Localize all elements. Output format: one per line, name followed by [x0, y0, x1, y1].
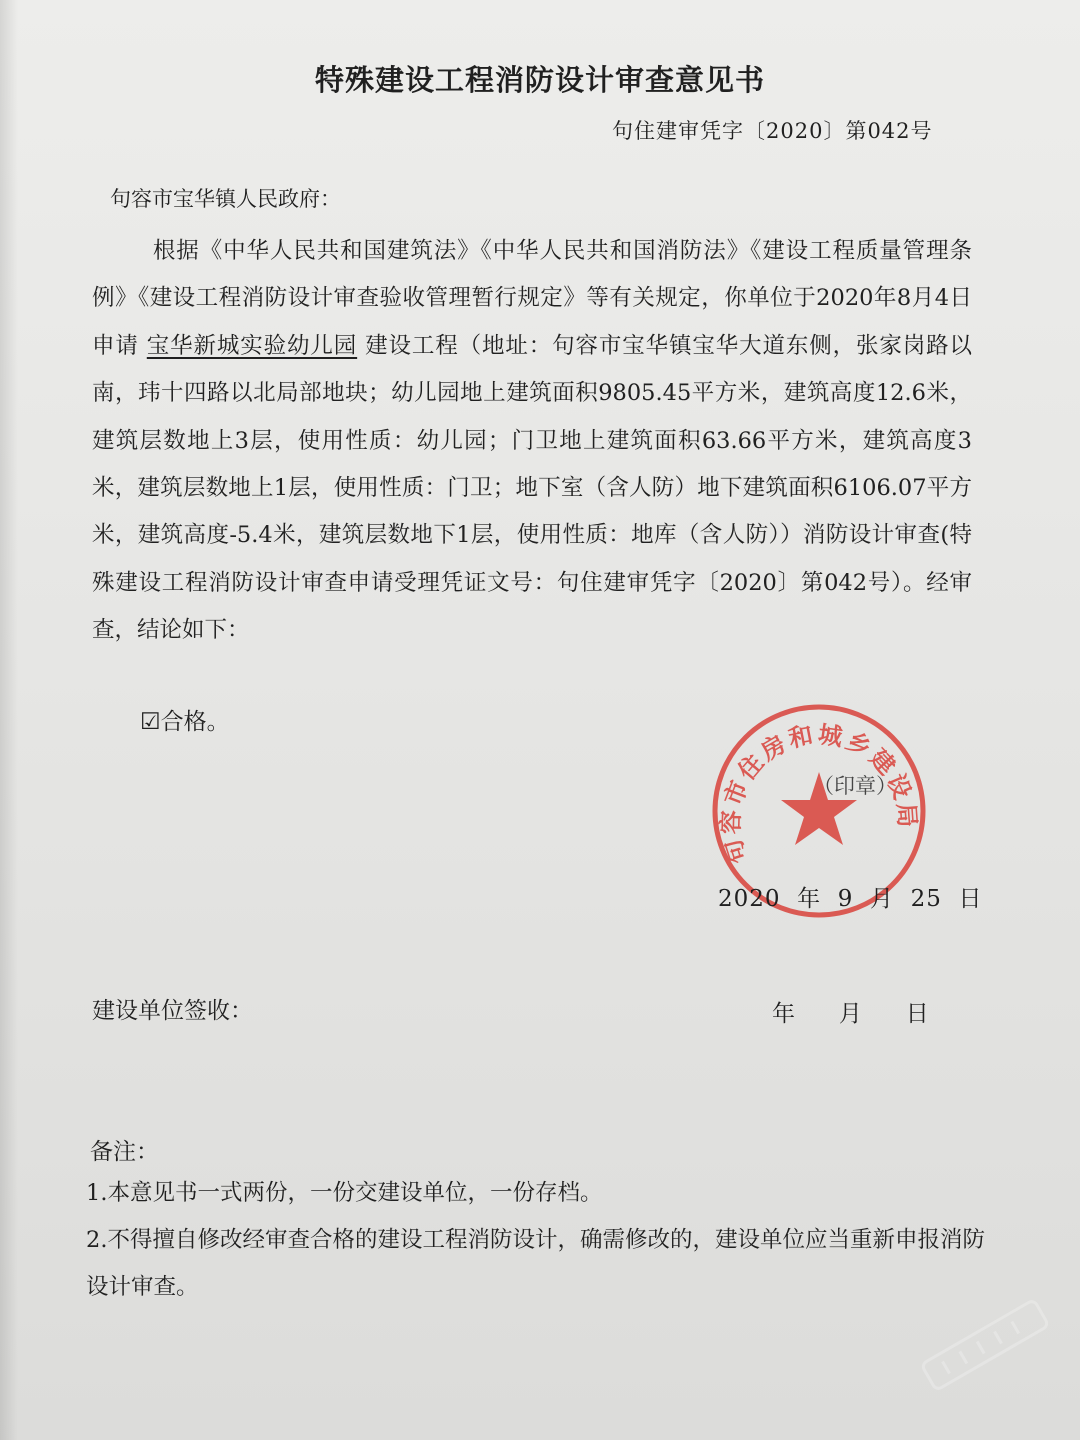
- verdict-checkbox: ☑合格。: [140, 709, 230, 735]
- body-text-part1: 根据《中华人民共和国建筑法》《中华人民共和国消防法》《建设工程质量管理条例》《建设工程消防设计审查验收管理暂行规定》等有关规定，你单位于2020年8月4日申请: [92, 238, 972, 359]
- project-name: 宝华新城实验幼儿园: [146, 332, 358, 359]
- watermark-icon: [900, 1290, 1070, 1400]
- document-title: 特殊建设工程消防设计审查意见书: [314, 63, 765, 97]
- document-number: 句住建审凭字〔2020〕第042号: [612, 119, 933, 143]
- notes-title: 备注：: [90, 1139, 159, 1165]
- receipt-date: 年 月 日: [772, 1001, 929, 1027]
- recipient: 句容市宝华镇人民政府：: [110, 187, 341, 211]
- receipt-label: 建设单位签收：: [92, 998, 253, 1024]
- body-text-part2: 建设工程（地址：句容市宝华镇宝华大道东侧，张家岗路以南，玮十四路以北局部地块；幼儿园地上建筑面积9805.45平方米，建筑高度12.6米，建筑层数地上3层，使用性质：幼儿园；门卫地上建筑面积63.66平方米，建筑高度3米，建筑层数地上1层，使用性质：门卫；地下室（含人防）地下建筑面积6106.07平方米，建筑高度-5.4米，建筑层数地下1层，使用性质：地库（含人防））消防设计审查(特殊建设工程消防设计审查申请受理凭证文号：句住建审凭字〔2020〕第042号）。经审查，结论如下：: [92, 332, 972, 644]
- body-paragraph: [92, 228, 972, 655]
- seal-text: 句容市住房和城乡建设局: [715, 719, 923, 868]
- seal-note: （印章）: [813, 774, 897, 798]
- issue-date: 2020 年 9 月 25 日: [718, 886, 983, 912]
- note-item-1: 1.本意见书一式两份，一份交建设单位，一份存档。: [86, 1180, 603, 1206]
- page-shadow: [0, 0, 18, 1440]
- note-item-2: 2.不得擅自修改经审查合格的建设工程消防设计，确需修改的，建设单位应当重新申报消防设计审查。: [86, 1227, 985, 1300]
